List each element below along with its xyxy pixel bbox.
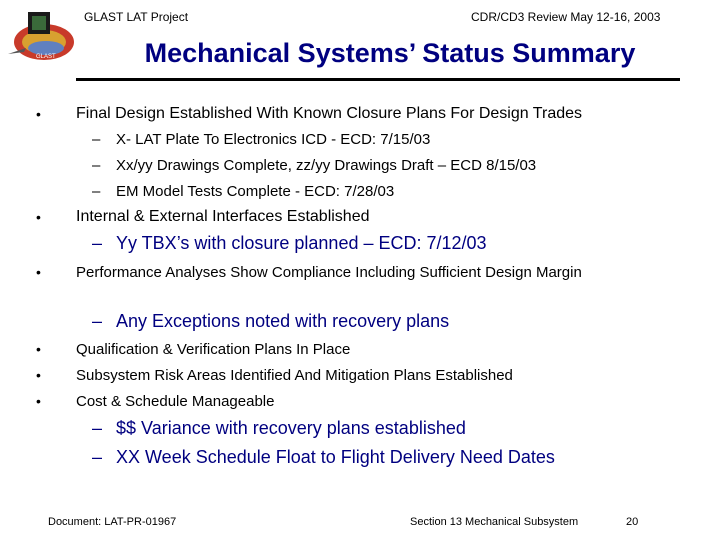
footer-page-number: 20 bbox=[626, 516, 639, 528]
header-project: GLAST LAT Project bbox=[84, 10, 189, 24]
bullet-marker: • bbox=[36, 341, 41, 357]
dash-marker: – bbox=[92, 131, 101, 148]
footer-document: Document: LAT-PR-01967 bbox=[48, 516, 177, 528]
title-divider bbox=[76, 78, 680, 81]
dash-marker: – bbox=[92, 183, 101, 200]
bullet-item: Internal & External Interfaces Established bbox=[76, 208, 370, 225]
dash-marker: – bbox=[92, 311, 103, 331]
bullet-item: Final Design Established With Known Closure Plans For Design Trades bbox=[76, 105, 583, 122]
sub-bullet-item: – X- LAT Plate To Electronics ICD - ECD: 7/15/03 bbox=[92, 131, 431, 148]
footer-section: Section 13 Mechanical Subsystem bbox=[410, 516, 579, 528]
dash-marker: – bbox=[92, 157, 101, 174]
bullet-marker: • bbox=[36, 264, 41, 280]
bullet-marker: • bbox=[36, 209, 41, 225]
sub-bullet-item-emphasis: – Any Exceptions noted with recovery plans bbox=[92, 311, 450, 331]
bullet-item: Subsystem Risk Areas Identified And Mitigation Plans Established bbox=[76, 367, 513, 384]
dash-marker: – bbox=[92, 418, 103, 438]
bullet-marker: • bbox=[36, 393, 41, 409]
sub-bullet-item: – EM Model Tests Complete - ECD: 7/28/03 bbox=[92, 183, 395, 200]
bullet-marker: • bbox=[36, 106, 41, 122]
bullet-item: Performance Analyses Show Compliance Including Sufficient Design Margin bbox=[76, 264, 582, 281]
sub-bullet-item-emphasis: – $$ Variance with recovery plans established bbox=[92, 418, 466, 438]
dash-marker: – bbox=[92, 447, 103, 467]
bullet-item: Qualification & Verification Plans In Place bbox=[76, 341, 351, 358]
sub-bullet-item: – Xx/yy Drawings Complete, zz/yy Drawings Draft – ECD 8/15/03 bbox=[92, 157, 537, 174]
bullet-marker: • bbox=[36, 367, 41, 383]
sub-bullet-item-emphasis: – XX Week Schedule Float to Flight Delivery Need Dates bbox=[92, 447, 555, 467]
glast-logo bbox=[6, 8, 78, 66]
slide-title: Mechanical Systems’ Status Summary bbox=[144, 38, 636, 68]
logo-wordmark: GLAST bbox=[36, 54, 56, 60]
header-review: CDR/CD3 Review May 12-16, 2003 bbox=[471, 10, 661, 24]
dash-marker: – bbox=[92, 233, 103, 253]
sub-bullet-item-emphasis: – Yy TBX’s with closure planned – ECD: 7/12/03 bbox=[92, 233, 487, 253]
bullet-item: Cost & Schedule Manageable bbox=[76, 393, 275, 410]
